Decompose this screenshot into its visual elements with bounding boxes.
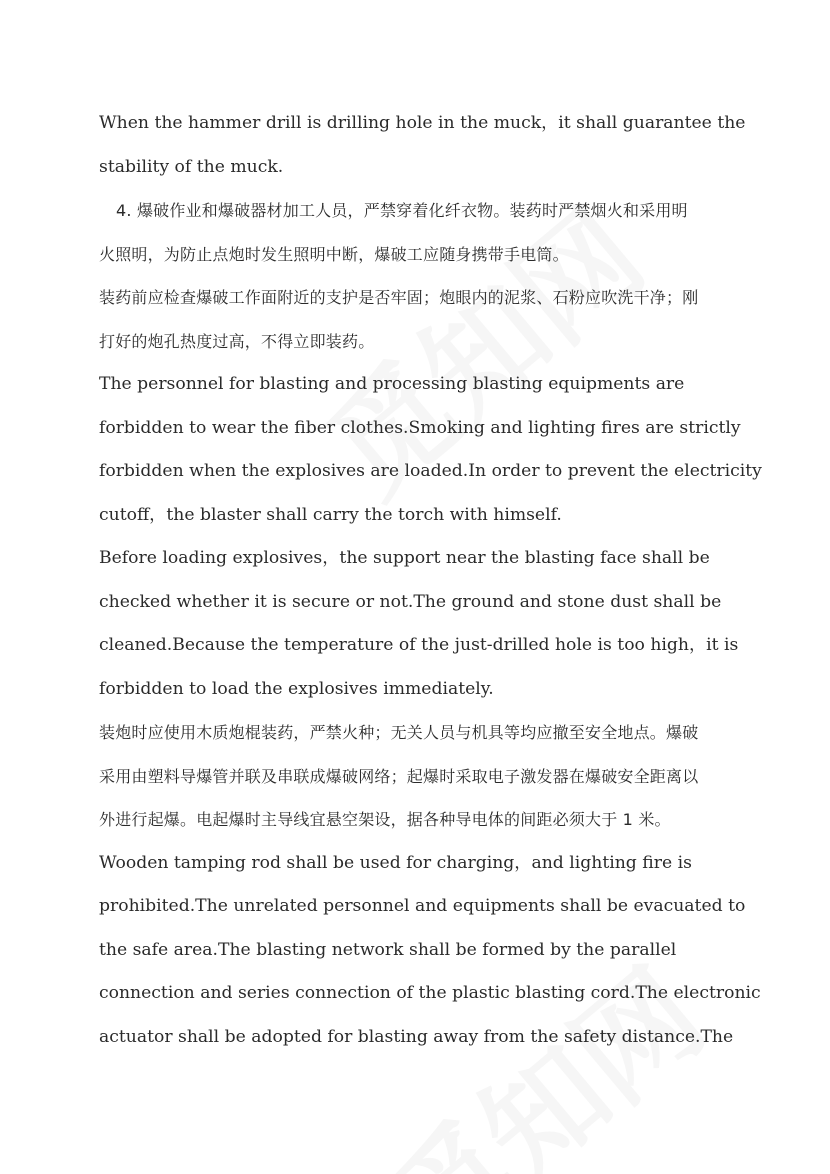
text-line: forbidden when the explosives are loaded.In order to prevent the electricity [99,461,762,481]
text-line: 打好的炮孔热度过高，不得立即装药。 [99,331,375,351]
text-line: actuator shall be adopted for blasting away from the safety distance.The [99,1026,734,1047]
text-line: the safe area.The blasting network shall be formed by the parallel [99,939,677,960]
text-line: 采用由塑料导爆管并联及串联成爆破网络；起爆时采取电子激发器在爆破安全距离以 [99,766,699,786]
text-line: When the hammer drill is drilling hole in the muck，it shall guarantee the [99,113,746,133]
text-line: connection and series connection of the plastic blasting cord.The electronic [99,983,761,1003]
text-line: Before loading explosives，the support near the blasting face shall be [99,548,710,568]
document-body [99,102,762,1059]
text-line: forbidden to wear the fiber clothes.Smoking and lighting fires are strictly [99,417,741,438]
text-line: checked whether it is secure or not.The ground and stone dust shall be [99,591,722,612]
text-line: 4. 爆破作业和爆破器材加工人员，严禁穿着化纤衣物。装药时严禁烟火和采用明 [116,201,688,220]
text-line: prohibited.The unrelated personnel and equipments shall be evacuated to [99,896,746,916]
text-line: 装炮时应使用木质炮棍装药，严禁火种；无关人员与机具等均应撤至安全地点。爆破 [99,723,699,742]
text-line: cutoff，the blaster shall carry the torch with himself. [99,504,562,525]
text-line: stability of the muck. [99,156,284,177]
text-line: Wooden tamping rod shall be used for charging，and lighting fire is [99,852,692,873]
text-line: 外进行起爆。电起爆时主导线宜悬空架设，据各种导电体的间距必须大于 1 米。 [99,810,671,829]
text-line: 火照明，为防止点炮时发生照明中断，爆破工应随身携带手电筒。 [99,244,569,264]
text-line: forbidden to load the explosives immediately. [99,678,494,699]
text-line: cleaned.Because the temperature of the just-drilled hole is too high，it is [99,635,739,655]
text-line: 装药前应检查爆破工作面附近的支护是否牢固；炮眼内的泥浆、石粉应吹洗干净；刚 [99,288,699,307]
text-line: The personnel for blasting and processing blasting equipments are [99,374,685,394]
